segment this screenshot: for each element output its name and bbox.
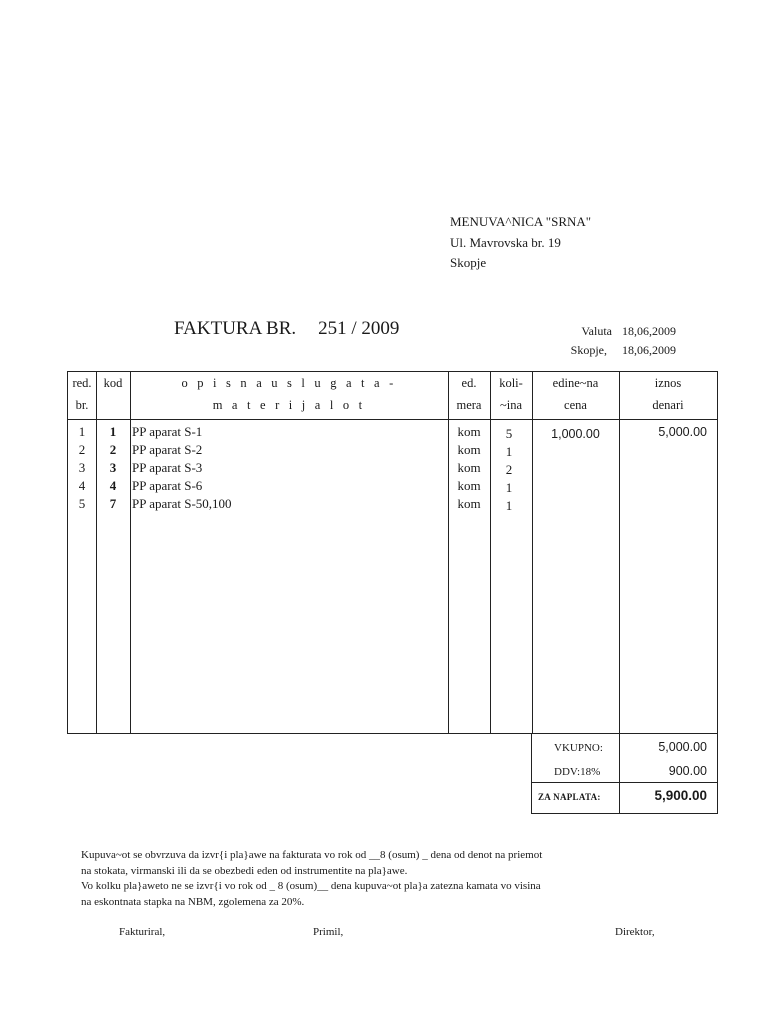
column-kod [96, 423, 130, 513]
table-cell: 5 [78, 496, 86, 511]
vkupno-label: VKUPNO: [554, 742, 603, 754]
column-kolicina [490, 425, 528, 515]
naplata-value: 5,900.00 [654, 788, 707, 803]
company-info [450, 212, 591, 274]
invoice-title [174, 318, 399, 340]
table-cell: 1 [109, 424, 117, 439]
company-address: Ul. Mavrovska br. 19 [450, 234, 561, 250]
note-line: Kupuva~ot se obvrzuva da izvr{i pla}awe na fakturata vo rok od __8 (osum) _ dena od denot na priemot [81, 849, 543, 861]
table-cell: PP aparat S-1 [132, 424, 203, 439]
table-cell: kom [457, 442, 481, 457]
table-cell: kom [457, 496, 481, 511]
table-cell: kom [457, 460, 481, 475]
naplata-label: ZA NAPLATA: [538, 792, 601, 802]
table-cell: 1 [505, 498, 513, 513]
note-line: na stokata, virmanski ili da se obezbedi eden od instrumentite na pla}awe. [81, 864, 408, 877]
table-cell: 2 [505, 462, 513, 477]
table-cell: kom [457, 424, 481, 439]
note-line: na eskontnata stapka na NBM, zgolemena za 20%. [81, 895, 305, 908]
valuta-label: Valuta [581, 324, 612, 338]
signature-primil: Primil, [313, 926, 344, 938]
header-cena: edine~na cena [552, 376, 599, 412]
table-cell: PP aparat S-3 [132, 460, 203, 475]
valuta-date: 18,06,2009 [622, 324, 676, 338]
table-cell: 3 [78, 460, 86, 475]
header-kolicina: koli- ~ina [499, 376, 523, 412]
table-cell: PP aparat S-50,100 [132, 496, 232, 511]
note-line: Vo kolku pla}aweto ne se izvr{i vo rok od _ 8 (osum)__ dena kupuva~ot pla}a zatezna kamata vo visina [81, 880, 541, 892]
invoice-title-label: FAKTURA BR. [174, 318, 297, 339]
place-date: 18,06,2009 [622, 343, 676, 357]
vkupno-value: 5,000.00 [658, 740, 707, 754]
table-cell: 1 [78, 424, 86, 439]
table-cell: 4 [78, 478, 86, 493]
company-name: MENUVA^NICA "SRNA" [450, 214, 592, 229]
column-iznos [619, 423, 707, 441]
table-cell: PP aparat S-2 [132, 442, 203, 457]
totals-box [531, 734, 718, 814]
header-red: red. br. [72, 376, 92, 412]
table-cell: kom [457, 478, 481, 493]
column-red [68, 423, 96, 513]
table-cell: 1,000.00 [551, 427, 600, 441]
header-kod: kod [103, 376, 123, 390]
header-iznos: iznos denari [652, 376, 684, 412]
table-cell: 4 [109, 478, 117, 493]
ddv-value: 900.00 [668, 764, 707, 778]
table-cell: 5,000.00 [658, 425, 707, 439]
ddv-label: DDV:18% [554, 766, 601, 778]
table-cell: 2 [78, 442, 86, 457]
table-cell: 1 [505, 480, 513, 495]
header-opis: o p i s n a u s l u g a t a - m a t e r i j a l o t [181, 376, 397, 412]
column-cena [532, 425, 619, 443]
invoice-number: 251 / 2009 [318, 318, 400, 339]
place-label: Skopje, [570, 343, 607, 357]
company-city: Skopje [450, 255, 487, 270]
payment-terms [81, 848, 542, 910]
column-ed [448, 423, 490, 513]
invoice-table [67, 371, 718, 734]
table-cell: 5 [505, 426, 513, 441]
header-ed-mera: ed. mera [456, 376, 482, 412]
signature-direktor: Direktor, [615, 926, 655, 938]
signature-fakturiral: Fakturiral, [119, 926, 166, 938]
column-opis [132, 423, 232, 513]
table-cell: 7 [109, 496, 117, 511]
table-cell: PP aparat S-6 [132, 478, 203, 493]
table-cell: 1 [505, 444, 513, 459]
table-cell: 3 [109, 460, 117, 475]
table-cell: 2 [109, 442, 117, 457]
